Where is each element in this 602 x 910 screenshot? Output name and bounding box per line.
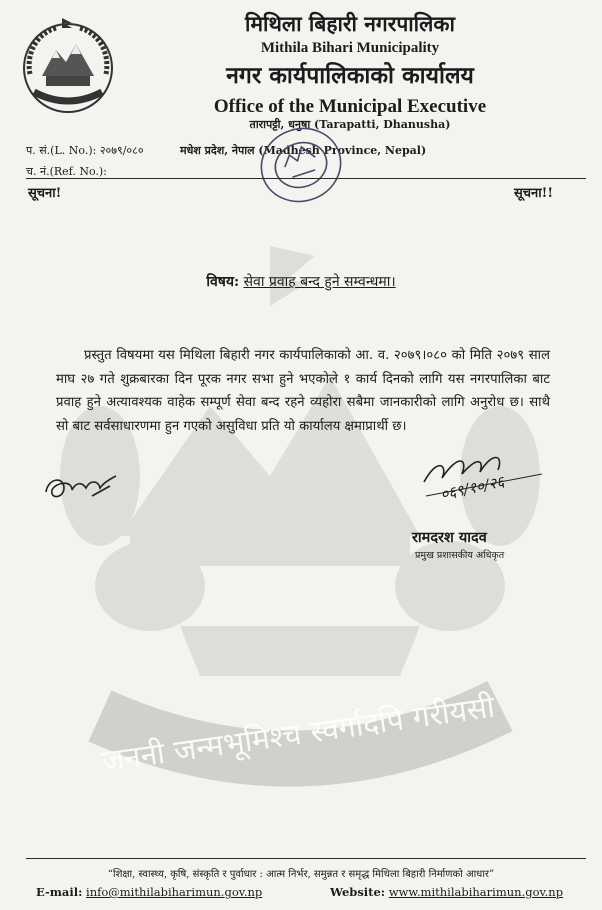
notice-left: सूचना! xyxy=(28,186,62,201)
office-name-nepali: नगर कार्यपालिकाको कार्यालय xyxy=(226,62,474,89)
reference-number-label: च. नं.(Ref. No.): xyxy=(26,165,107,178)
footer-slogan: “शिक्षा, स्वास्थ्य, कृषि, संस्कृति र पुर्वाधार : आत्म निर्भर, समुन्नत र समृद्ध मिथिला बिहारी निर्माणको आधार” xyxy=(107,869,495,880)
reference-number xyxy=(26,164,107,179)
letter-number-label: प. सं.(L. No.): xyxy=(26,144,97,157)
office-stamp xyxy=(255,122,347,208)
municipality-name-english: Mithila Bihari Municipality xyxy=(260,40,440,56)
nepal-emblem-icon xyxy=(16,14,120,118)
footer-divider xyxy=(26,858,586,859)
footer-website xyxy=(330,885,563,899)
email-link[interactable]: info@mithilabiharimun.gov.np xyxy=(86,885,263,899)
officer-name: रामदरश यादव xyxy=(412,530,487,546)
subject-label: विषय: xyxy=(206,274,240,290)
watermark-motto: जननी जन्मभूमिश्च स्वर्गादपि गरीयसी xyxy=(99,689,497,780)
email-label: E-mail: xyxy=(36,885,83,899)
office-address: तारापट्टी, धनुषा (Tarapatti, Dhanusha) xyxy=(249,118,451,131)
province-address: मधेश प्रदेश, नेपाल (Madhesh Province, Nepal) xyxy=(180,144,427,157)
initials-signature xyxy=(42,468,122,508)
website-link[interactable]: www.mithilabiharimun.gov.np xyxy=(388,885,564,899)
notice-right: सूचना!! xyxy=(514,186,554,201)
letter-number xyxy=(26,143,144,158)
signature-date: ०६९/१०/२६ xyxy=(438,472,506,504)
header-divider xyxy=(26,178,586,179)
municipality-name-nepali: मिथिला बिहारी नगरपालिका xyxy=(245,11,455,36)
subject-text: सेवा प्रवाह बन्द हुने सम्वन्धमा। xyxy=(243,274,396,290)
notice-body: प्रस्तुत विषयमा यस मिथिला बिहारी नगर कार्यपालिकाको आ. व. २०७९।०८० को मिति २०७९ साल माघ २७ गते शुक्रबारका दिन पूरक नगर सभा हुने भएकोले १ कार्य दिनको लागि यस नगरपालिका बाट प्रवाह हुने अत्यावश्यक वाहेक सम्पूर्ण सेवा बन्द रहने व्यहोरा सबैमा जानकारीको लागि अनुरोध छ। साथै सो बाट सर्वसाधारणमा हुन गएको असुविधा प्रति यो कार्यालय क्षमाप्रार्थी छ। xyxy=(56,348,550,434)
website-label: Website: xyxy=(330,885,386,899)
letter-number-value: २०७९/०८० xyxy=(99,144,144,157)
office-name-english: Office of the Municipal Executive xyxy=(213,96,487,117)
subject-line xyxy=(0,272,602,291)
officer-title: प्रमुख प्रशासकीय अधिकृत xyxy=(415,550,505,561)
footer-email xyxy=(36,885,262,899)
